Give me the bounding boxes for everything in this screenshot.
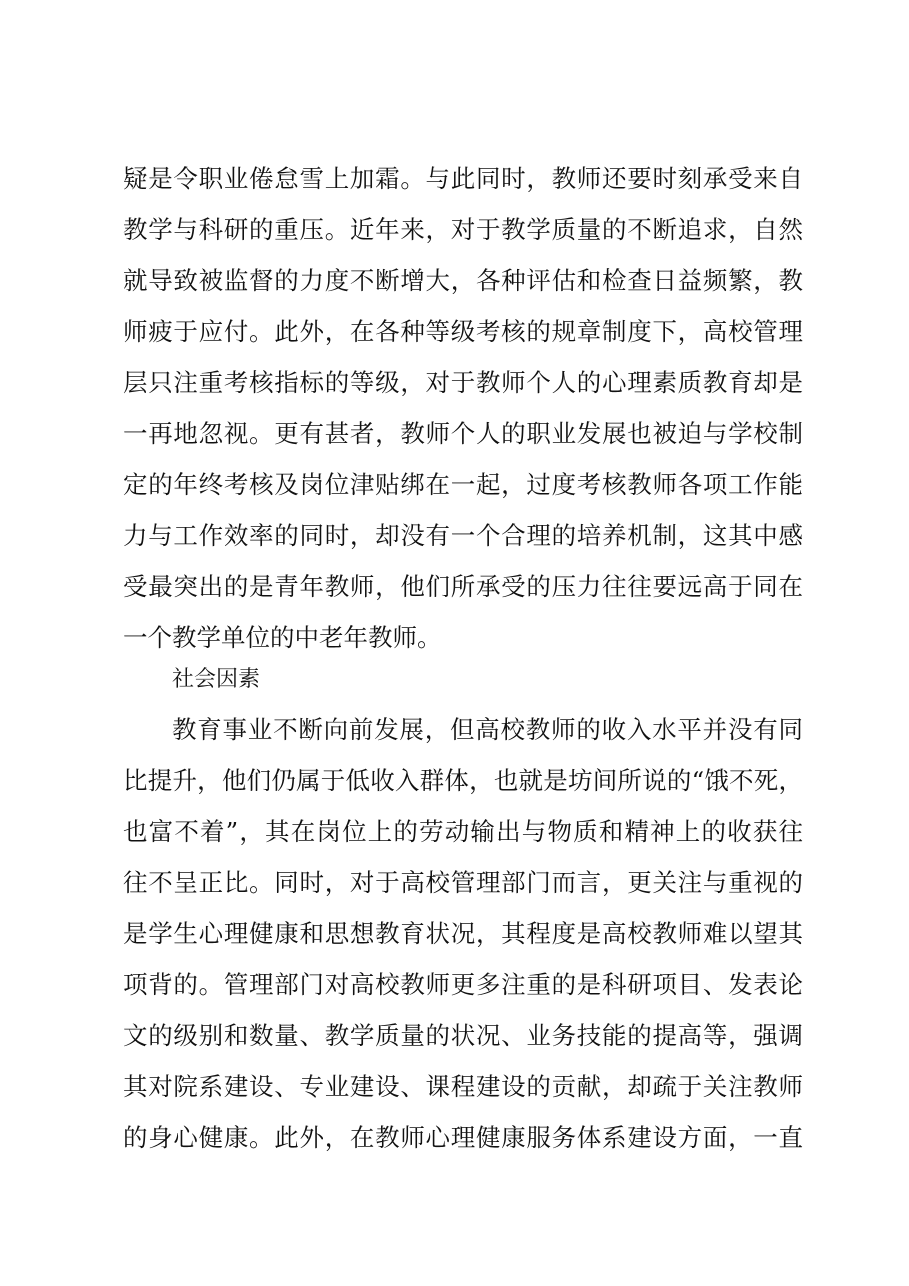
paragraph-1-line-1: 疑是令职业倦怠雪上加霜。与此同时，教师还要时刻承受来自: [123, 164, 803, 193]
paragraph-1-line-6: 一再地忽视。更有甚者，教师个人的职业发展也被迫与学校制: [123, 419, 803, 448]
paragraph-1-line-5: 层只注重考核指标的等级，对于教师个人的心理素质教育却是: [123, 368, 803, 397]
paragraph-1-line-4: 师疲于应付。此外，在各种等级考核的规章制度下，高校管理: [123, 317, 803, 346]
paragraph-2-line-7: 文的级别和数量、教学质量的状况、业务技能的提高等，强调: [123, 1021, 803, 1050]
paragraph-1-line-2: 教学与科研的重压。近年来，对于教学质量的不断追求，自然: [123, 215, 803, 244]
paragraph-2-line-1: 教育事业不断向前发展，但高校教师的收入水平并没有同: [172, 715, 803, 744]
paragraph-1-line-7: 定的年终考核及岗位津贴绑在一起，过度考核教师各项工作能: [123, 470, 803, 499]
section-heading: 社会因素: [172, 667, 261, 692]
paragraph-2-line-5: 是学生心理健康和思想教育状况，其程度是高校教师难以望其: [123, 919, 803, 948]
paragraph-1-line-8: 力与工作效率的同时，却没有一个合理的培养机制，这其中感: [123, 521, 803, 550]
paragraph-2-line-4: 往不呈正比。同时，对于高校管理部门而言，更关注与重视的: [123, 868, 803, 897]
paragraph-2-line-9: 的身心健康。此外，在教师心理健康服务体系建设方面，一直: [123, 1123, 803, 1152]
paragraph-2-line-6: 项背的。管理部门对高校教师更多注重的是科研项目、发表论: [123, 970, 803, 999]
paragraph-1-line-9: 受最突出的是青年教师，他们所承受的压力往往要远高于同在: [123, 572, 803, 601]
paragraph-2-line-2: 比提升，他们仍属于低收入群体，也就是坊间所说的“饿不死，: [123, 766, 803, 795]
paragraph-1-line-3: 就导致被监督的力度不断增大，各种评估和检查日益频繁，教: [123, 266, 803, 295]
paragraph-1-line-10: 一个教学单位的中老年教师。: [123, 623, 442, 652]
paragraph-2-line-3: 也富不着”，其在岗位上的劳动输出与物质和精神上的收获往: [123, 817, 803, 846]
paragraph-2-line-8: 其对院系建设、专业建设、课程建设的贡献，却疏于关注教师: [123, 1072, 803, 1101]
